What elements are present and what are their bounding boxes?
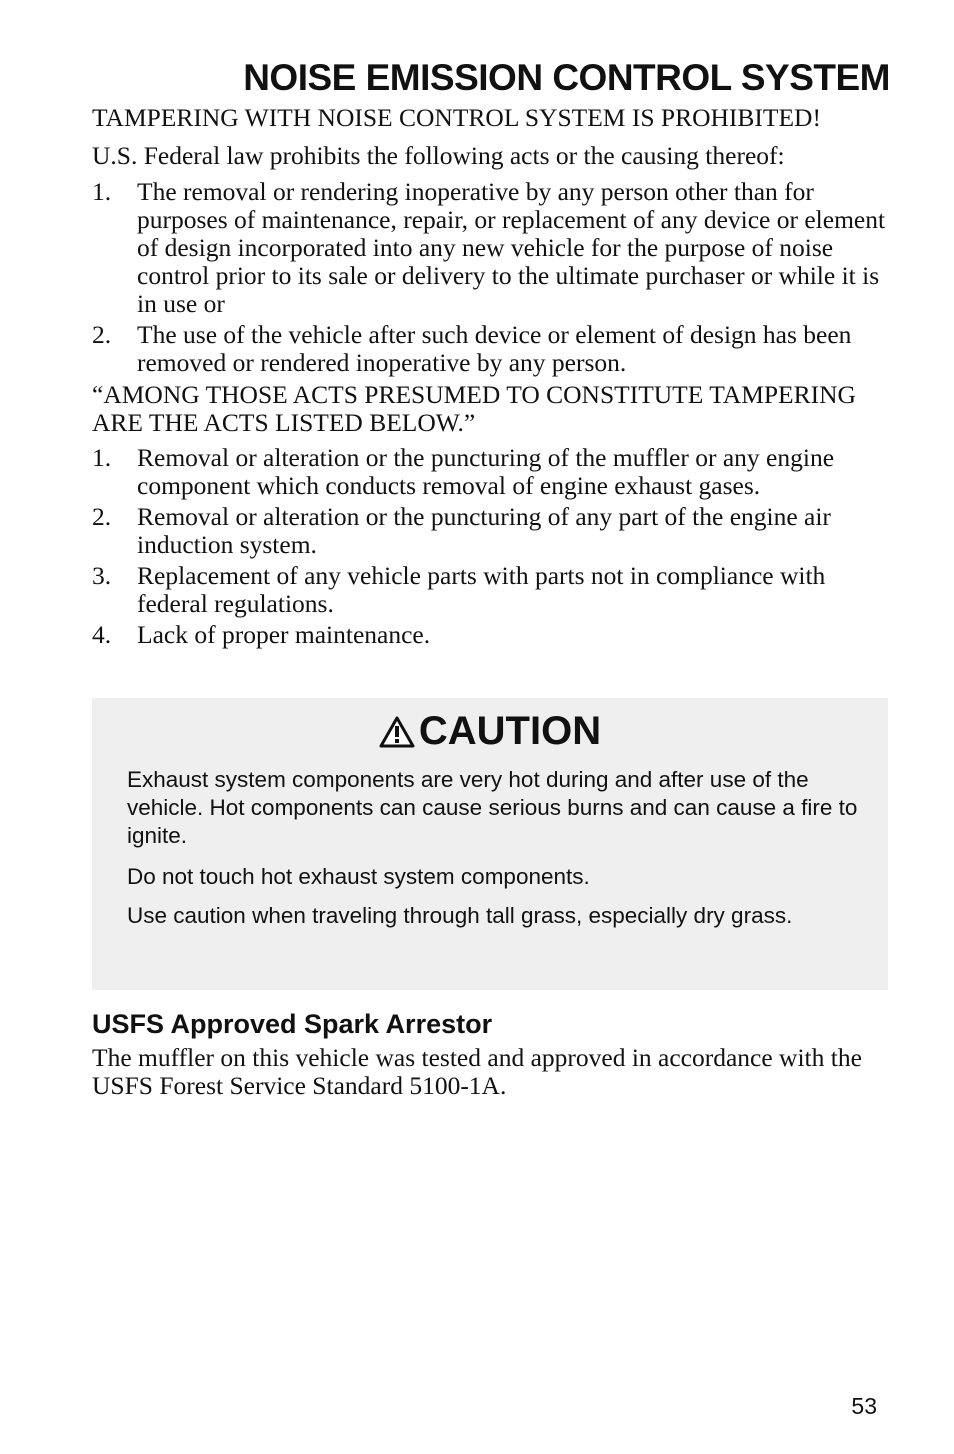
list-item-text: The removal or rendering inoperative by any person other than for purposes of maintenance, repair, or replacement of any device or element of design incorporated into any new vehicle for the purpose of noise control prior to its sale or delivery to the ultimate purchaser or while it is in use or (137, 177, 886, 318)
caution-title: CAUTION (418, 709, 602, 753)
warning-triangle-icon (379, 716, 415, 748)
presumed-tampering-heading: “AMONG THOSE ACTS PRESUMED TO CONSTITUTE TAMPERING ARE THE ACTS LISTED BELOW.” (92, 380, 856, 437)
list-item (92, 562, 902, 618)
spark-arrestor-text: The muffler on this vehicle was tested and approved in accordance with the USFS Forest Service Standard 5100-1A. (92, 1043, 862, 1100)
list-item (92, 503, 902, 559)
list-item-number: 1. (92, 177, 112, 206)
list-item-text: Removal or alteration or the puncturing of any part of the engine air induction system. (137, 502, 831, 559)
list-item-number: 4. (92, 620, 112, 649)
list-item (92, 178, 902, 318)
list-item-number: 2. (92, 320, 112, 349)
list-item-number: 2. (92, 502, 112, 531)
prohibited-acts-list (92, 178, 902, 380)
list-item (92, 444, 902, 500)
list-item-number: 1. (92, 443, 112, 472)
tampering-acts-list (92, 444, 902, 652)
page-title: NOISE EMISSION CONTROL SYSTEM (243, 57, 890, 98)
tampering-warning: TAMPERING WITH NOISE CONTROL SYSTEM IS PROHIBITED! (92, 103, 821, 132)
section-heading: USFS Approved Spark Arrestor (92, 1009, 493, 1039)
list-item (92, 321, 902, 377)
list-item-text: The use of the vehicle after such device or element of design has been removed or rendered inoperative by any person. (137, 320, 852, 377)
list-item-number: 3. (92, 561, 112, 590)
list-item-text: Lack of proper maintenance. (137, 620, 431, 649)
list-item (92, 621, 902, 649)
page-number: 53 (851, 1393, 877, 1419)
caution-header (92, 708, 888, 754)
caution-box (92, 698, 888, 990)
caution-paragraph: Do not touch hot exhaust system components. (127, 864, 590, 889)
list-item-text: Removal or alteration or the puncturing of the muffler or any engine component which conducts removal of engine exhaust gases. (137, 443, 835, 500)
caution-paragraph: Exhaust system components are very hot during and after use of the vehicle. Hot components can cause serious burns and can cause a fire to ignite. (127, 767, 858, 848)
caution-paragraph: Use caution when traveling through tall grass, especially dry grass. (127, 903, 793, 928)
federal-law-statement: U.S. Federal law prohibits the following acts or the causing thereof: (92, 141, 785, 170)
list-item-text: Replacement of any vehicle parts with parts not in compliance with federal regulations. (137, 561, 826, 618)
